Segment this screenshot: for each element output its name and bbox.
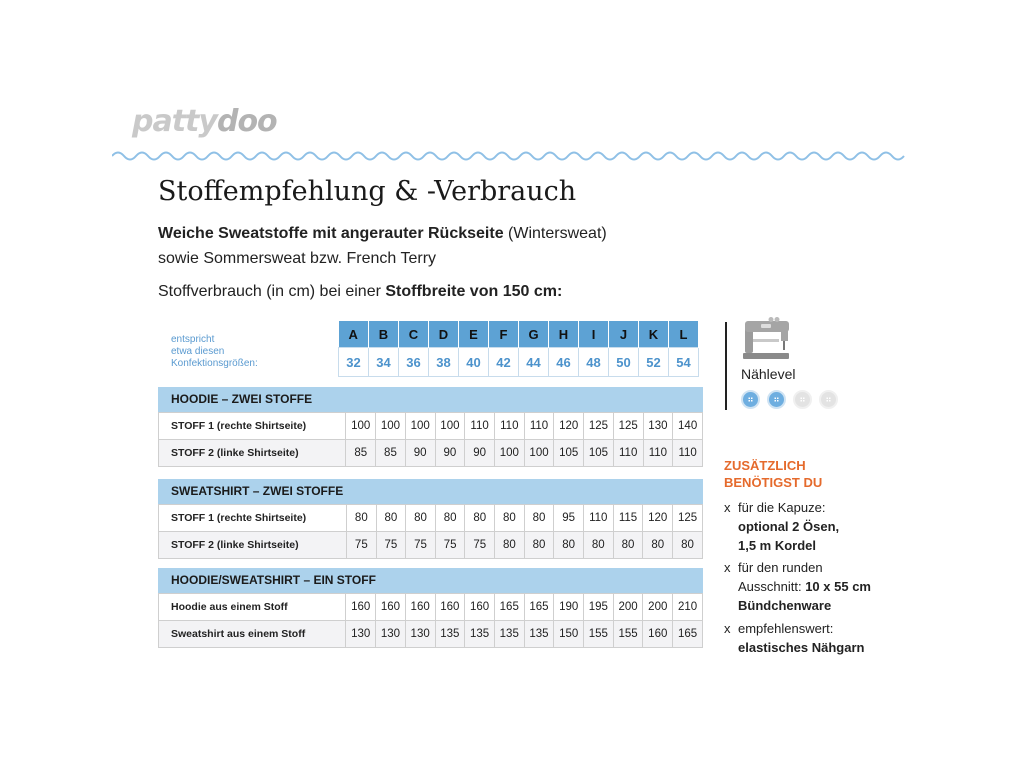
section-title: HOODIE – ZWEI STOFFE [158, 387, 703, 412]
table-cell: 80 [524, 532, 554, 559]
row-label: STOFF 2 (linke Shirtseite) [159, 532, 347, 559]
table-cell: 155 [584, 621, 614, 648]
size-header-table [338, 321, 699, 377]
table-cell: 110 [524, 413, 554, 440]
intro-line2: sowie Sommersweat bzw. French Terry [158, 250, 437, 267]
size-letter: F [489, 321, 519, 348]
table-cell: 165 [524, 594, 554, 621]
table-cell: 165 [494, 594, 524, 621]
extra-item-text: empfehlenswert: [738, 621, 834, 636]
size-number: 40 [459, 348, 489, 377]
size-letter: C [399, 321, 429, 348]
table-cell: 200 [643, 594, 673, 621]
table-cell: 130 [376, 621, 406, 648]
size-number: 42 [489, 348, 519, 377]
size-number: 44 [519, 348, 549, 377]
size-number: 48 [579, 348, 609, 377]
size-letter: K [639, 321, 669, 348]
table-cell: 100 [494, 440, 524, 467]
table-cell: 75 [406, 532, 436, 559]
table-cell: 210 [673, 594, 703, 621]
extra-item-text2: Ausschnitt: [738, 579, 806, 594]
table-cell: 90 [405, 440, 435, 467]
extra-item-bold: 1,5 m Kordel [738, 538, 817, 553]
table-cell: 80 [347, 505, 377, 532]
table-cell: 110 [613, 440, 643, 467]
table-cell: 195 [584, 594, 614, 621]
pattydoo-logo [132, 104, 277, 139]
table-cell: 100 [435, 413, 465, 440]
table-cell: 150 [554, 621, 584, 648]
page-title: Stoffempfehlung & -Verbrauch [158, 176, 577, 207]
size-letter: E [459, 321, 489, 348]
size-number: 34 [369, 348, 399, 377]
table-cell: 165 [673, 621, 703, 648]
size-letter: A [339, 321, 369, 348]
table-cell: 80 [495, 505, 525, 532]
table-cell: 110 [643, 440, 673, 467]
consumption-normal: Stoffverbrauch (in cm) bei einer [158, 283, 386, 300]
size-number: 52 [639, 348, 669, 377]
table-row [159, 413, 703, 440]
table-cell: 110 [583, 505, 613, 532]
level-dot [819, 390, 838, 409]
size-number: 36 [399, 348, 429, 377]
size-letter: H [549, 321, 579, 348]
extras-title-line1: ZUSÄTZLICH [724, 458, 806, 473]
extra-item-text: für die Kapuze: [738, 500, 826, 515]
table-cell: 160 [643, 621, 673, 648]
table-cell: 80 [495, 532, 525, 559]
row-label: Hoodie aus einem Stoff [159, 594, 346, 621]
wave-divider [112, 148, 912, 164]
table-cell: 190 [554, 594, 584, 621]
table-cell: 75 [465, 532, 495, 559]
table-cell: 75 [347, 532, 377, 559]
vertical-divider [725, 322, 727, 410]
consumption-table [158, 593, 703, 648]
equiv-line-3: Konfektionsgrößen: [171, 358, 258, 369]
consumption-section [158, 387, 703, 467]
table-row [159, 621, 703, 648]
consumption-bold: Stoffbreite von 150 cm: [385, 283, 563, 300]
table-row [159, 594, 703, 621]
table-cell: 120 [554, 413, 584, 440]
table-row [159, 505, 703, 532]
table-cell: 100 [524, 440, 554, 467]
extra-item-hood [724, 498, 924, 555]
bullet-x: x [724, 560, 731, 575]
table-cell: 110 [465, 413, 495, 440]
table-cell: 80 [673, 532, 703, 559]
intro-rest: (Wintersweat) [503, 225, 607, 242]
table-cell: 80 [435, 505, 465, 532]
intro-bold: Weiche Sweatstoffe mit angerauter Rückseite [158, 225, 504, 242]
size-number: 38 [429, 348, 459, 377]
logo-part1: patty [132, 104, 217, 139]
table-cell: 85 [346, 440, 376, 467]
size-letter: D [429, 321, 459, 348]
extra-item-neckline [724, 558, 924, 615]
consumption-text [158, 283, 562, 301]
extra-item-bold: elastisches Nähgarn [738, 640, 865, 655]
table-cell: 80 [376, 505, 406, 532]
bullet-x: x [724, 621, 731, 636]
extras-title [724, 457, 822, 491]
table-cell: 135 [435, 621, 465, 648]
table-cell: 130 [405, 621, 435, 648]
row-label: STOFF 1 (rechte Shirtseite) [159, 505, 347, 532]
table-cell: 160 [405, 594, 435, 621]
extra-item-thread [724, 619, 924, 657]
extra-item-text: für den runden [738, 560, 823, 575]
size-number: 54 [669, 348, 699, 377]
table-cell: 90 [465, 440, 495, 467]
sewing-machine-icon [741, 317, 793, 361]
table-cell: 125 [584, 413, 614, 440]
consumption-table [158, 504, 703, 559]
table-cell: 200 [613, 594, 643, 621]
table-cell: 80 [613, 532, 643, 559]
table-cell: 160 [346, 594, 376, 621]
row-label: STOFF 2 (linke Shirtseite) [159, 440, 346, 467]
table-cell: 105 [584, 440, 614, 467]
size-letter: I [579, 321, 609, 348]
size-numbers-row [339, 348, 699, 377]
table-cell: 90 [435, 440, 465, 467]
table-cell: 110 [673, 440, 703, 467]
extra-item-bold: optional 2 Ösen, [738, 519, 840, 534]
table-cell: 140 [673, 413, 703, 440]
extras-title-line2: BENÖTIGST DU [724, 475, 823, 490]
fabric-recommendation [158, 221, 607, 271]
table-cell: 100 [405, 413, 435, 440]
size-number: 32 [339, 348, 369, 377]
size-number: 46 [549, 348, 579, 377]
table-cell: 105 [554, 440, 584, 467]
size-letter: G [519, 321, 549, 348]
logo-part2: doo [216, 104, 277, 139]
table-cell: 75 [376, 532, 406, 559]
table-cell: 130 [643, 413, 673, 440]
table-cell: 120 [643, 505, 673, 532]
table-cell: 125 [673, 505, 703, 532]
bullet-x: x [724, 500, 731, 515]
table-cell: 135 [494, 621, 524, 648]
extra-item-bold: Bündchenware [738, 598, 832, 613]
equiv-line-1: entspricht [171, 334, 215, 345]
table-cell: 155 [613, 621, 643, 648]
table-cell: 100 [376, 413, 406, 440]
table-cell: 160 [435, 594, 465, 621]
table-cell: 100 [346, 413, 376, 440]
table-cell: 95 [554, 505, 584, 532]
consumption-section [158, 479, 703, 559]
table-cell: 110 [494, 413, 524, 440]
consumption-section [158, 568, 703, 648]
size-letters-row [339, 321, 699, 348]
table-cell: 125 [613, 413, 643, 440]
table-cell: 75 [435, 532, 465, 559]
table-cell: 80 [524, 505, 554, 532]
extra-item-bold: 10 x 55 cm [805, 579, 871, 594]
level-dot [741, 390, 760, 409]
section-title: SWEATSHIRT – ZWEI STOFFE [158, 479, 703, 504]
table-cell: 80 [583, 532, 613, 559]
size-letter: B [369, 321, 399, 348]
table-cell: 130 [346, 621, 376, 648]
consumption-table [158, 412, 703, 467]
table-cell: 80 [465, 505, 495, 532]
size-equivalent-label [171, 334, 258, 370]
table-cell: 135 [465, 621, 495, 648]
level-dot [793, 390, 812, 409]
size-letter: J [609, 321, 639, 348]
table-cell: 115 [613, 505, 643, 532]
size-number: 50 [609, 348, 639, 377]
table-cell: 160 [465, 594, 495, 621]
section-title: HOODIE/SWEATSHIRT – EIN STOFF [158, 568, 703, 593]
table-cell: 135 [524, 621, 554, 648]
table-row [159, 532, 703, 559]
naehlevel-label: Nählevel [741, 366, 796, 382]
table-cell: 160 [376, 594, 406, 621]
level-dot [767, 390, 786, 409]
equiv-line-2: etwa diesen [171, 346, 225, 357]
table-cell: 85 [376, 440, 406, 467]
table-row [159, 440, 703, 467]
size-letter: L [669, 321, 699, 348]
naehlevel-indicator [741, 390, 838, 409]
table-cell: 80 [643, 532, 673, 559]
table-cell: 80 [554, 532, 584, 559]
row-label: Sweatshirt aus einem Stoff [159, 621, 346, 648]
table-cell: 80 [406, 505, 436, 532]
row-label: STOFF 1 (rechte Shirtseite) [159, 413, 346, 440]
